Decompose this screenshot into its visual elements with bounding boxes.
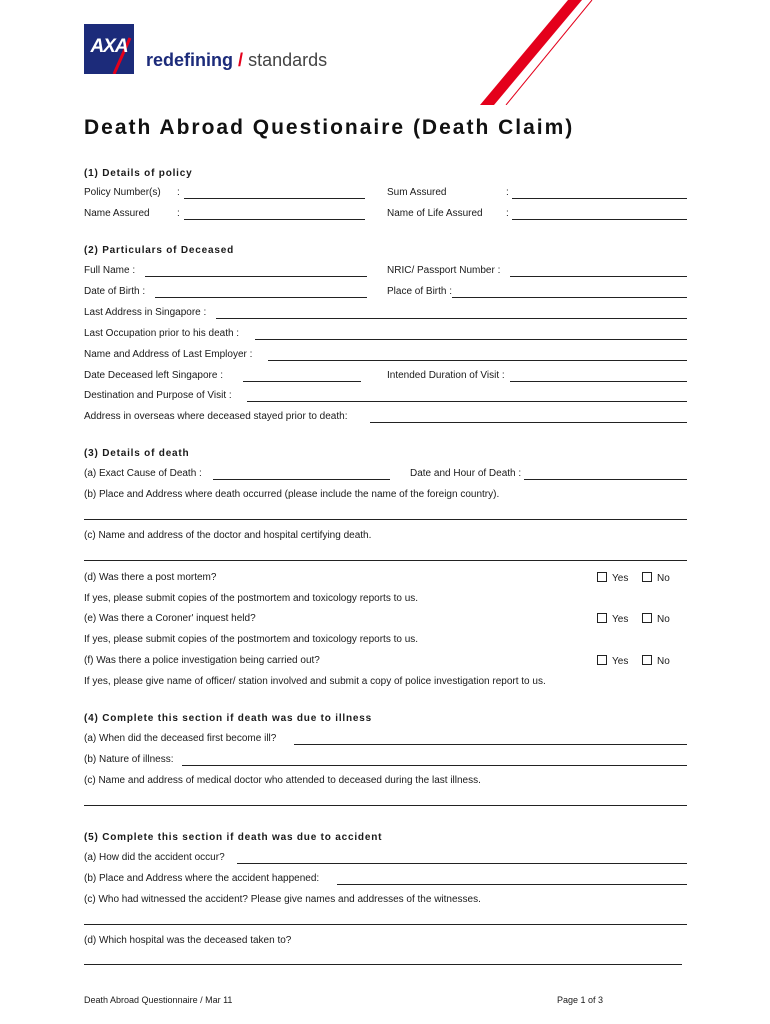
inquest-note: If yes, please submit copies of the postmortem and toxicology reports to us. [84, 634, 419, 645]
tagline-slash: / [238, 50, 244, 70]
post-mortem-no-checkbox[interactable] [642, 572, 670, 584]
last-address-label: Last Address in Singapore : [84, 307, 207, 318]
place-death-field[interactable] [84, 519, 687, 520]
colon: : [177, 208, 180, 219]
section3-heading: (3) Details of death [84, 448, 190, 459]
pob-field[interactable] [452, 297, 687, 298]
last-employer-field[interactable] [268, 360, 687, 361]
sum-assured-field[interactable] [512, 198, 687, 199]
hospital-field[interactable] [84, 964, 682, 965]
overseas-address-field[interactable] [370, 422, 687, 423]
last-occupation-label: Last Occupation prior to his death : [84, 328, 240, 339]
nric-field[interactable] [510, 276, 687, 277]
accident-place-field[interactable] [337, 884, 687, 885]
no-label: No [657, 656, 670, 667]
decorative-red-stripe [480, 0, 600, 105]
accident-place-label: (b) Place and Address where the accident happened: [84, 873, 320, 884]
nature-illness-label: (b) Nature of illness: [84, 754, 174, 765]
post-mortem-yes-checkbox[interactable] [597, 572, 628, 584]
last-address-field[interactable] [216, 318, 687, 319]
full-name-field[interactable] [145, 276, 367, 277]
section2-heading: (2) Particulars of Deceased [84, 245, 234, 256]
witnesses-label: (c) Who had witnessed the accident? Please give names and addresses of the witnesses. [84, 894, 481, 905]
inquest-yes-checkbox[interactable] [597, 613, 628, 625]
sum-assured-label: Sum Assured [387, 187, 447, 198]
accident-how-label: (a) How did the accident occur? [84, 852, 225, 863]
policy-number-field[interactable] [184, 198, 365, 199]
first-ill-field[interactable] [294, 744, 687, 745]
police-yes-checkbox[interactable] [597, 655, 628, 667]
post-mortem-label: (d) Was there a post mortem? [84, 572, 217, 583]
colon: : [506, 208, 509, 219]
no-label: No [657, 573, 670, 584]
last-employer-label: Name and Address of Last Employer : [84, 349, 253, 360]
illness-doctor-label: (c) Name and address of medical doctor who attended to deceased during the last illness. [84, 775, 481, 786]
illness-doctor-field[interactable] [84, 805, 687, 806]
destination-label: Destination and Purpose of Visit : [84, 390, 232, 401]
checkbox-icon [597, 655, 607, 665]
overseas-address-label: Address in overseas where deceased stayed prior to death: [84, 411, 348, 422]
police-note: If yes, please give name of officer/ station involved and submit a copy of police investigation report to us. [84, 676, 546, 687]
date-hour-field[interactable] [524, 479, 687, 480]
tagline-light: standards [248, 50, 328, 70]
section5-heading: (5) Complete this section if death was due to accident [84, 832, 383, 843]
date-left-label: Date Deceased left Singapore : [84, 370, 223, 381]
first-ill-label: (a) When did the deceased first become ill? [84, 733, 277, 744]
duration-field[interactable] [510, 381, 687, 382]
date-left-field[interactable] [243, 381, 361, 382]
destination-field[interactable] [247, 401, 687, 402]
inquest-no-checkbox[interactable] [642, 613, 670, 625]
cause-label: (a) Exact Cause of Death : [84, 468, 202, 479]
nric-label: NRIC/ Passport Number : [387, 265, 501, 276]
tagline-bold: redefining [146, 50, 234, 70]
name-life-assured-label: Name of Life Assured [387, 208, 483, 219]
checkbox-icon [642, 613, 652, 623]
axa-logo-text: AXA [90, 36, 128, 57]
accident-how-field[interactable] [237, 863, 687, 864]
cause-field[interactable] [213, 479, 390, 480]
place-death-label: (b) Place and Address where death occurred (please include the name of the foreign country). [84, 489, 500, 500]
duration-label: Intended Duration of Visit : [387, 370, 505, 381]
police-label: (f) Was there a police investigation being carried out? [84, 655, 320, 666]
pob-label: Place of Birth : [387, 286, 453, 297]
name-assured-label: Name Assured [84, 208, 150, 219]
footer-page-number: Page 1 of 3 [557, 995, 604, 1005]
last-occupation-field[interactable] [255, 339, 687, 340]
dob-label: Date of Birth : [84, 286, 146, 297]
page-title: Death Abroad Questionaire (Death Claim) [84, 116, 575, 139]
yes-label: Yes [612, 614, 629, 625]
checkbox-icon [597, 572, 607, 582]
colon: : [506, 187, 509, 198]
nature-illness-field[interactable] [182, 765, 687, 766]
section4-heading: (4) Complete this section if death was due to illness [84, 713, 372, 724]
hospital-label: (d) Which hospital was the deceased taken to? [84, 935, 292, 946]
no-label: No [657, 614, 670, 625]
checkbox-icon [642, 655, 652, 665]
dob-field[interactable] [155, 297, 367, 298]
footer-doc-name: Death Abroad Questionnaire / Mar 11 [84, 995, 233, 1005]
post-mortem-note: If yes, please submit copies of the postmortem and toxicology reports to us. [84, 593, 419, 604]
checkbox-icon [642, 572, 652, 582]
yes-label: Yes [612, 656, 629, 667]
date-hour-label: Date and Hour of Death : [410, 468, 522, 479]
tagline [146, 50, 327, 71]
police-no-checkbox[interactable] [642, 655, 670, 667]
inquest-label: (e) Was there a Coroner' inquest held? [84, 613, 256, 624]
full-name-label: Full Name : [84, 265, 136, 276]
doctor-certifying-label: (c) Name and address of the doctor and hospital certifying death. [84, 530, 372, 541]
colon: : [177, 187, 180, 198]
name-life-assured-field[interactable] [512, 219, 687, 220]
checkbox-icon [597, 613, 607, 623]
yes-label: Yes [612, 573, 629, 584]
doctor-certifying-field[interactable] [84, 560, 687, 561]
policy-number-label: Policy Number(s) [84, 187, 161, 198]
section1-heading: (1) Details of policy [84, 168, 193, 179]
witnesses-field[interactable] [84, 924, 687, 925]
name-assured-field[interactable] [184, 219, 365, 220]
